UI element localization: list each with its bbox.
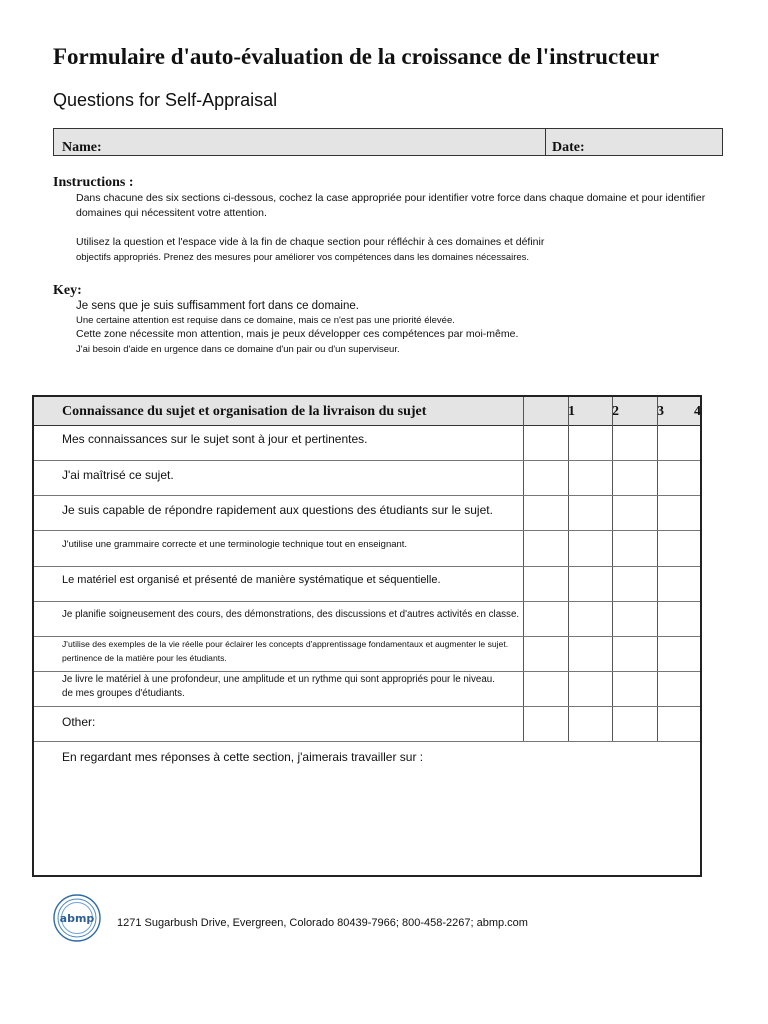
instructions-p2-line1: Utilisez la question et l'espace vide à la fin de chaque section pour réfléchir à ces domaines et définir — [76, 236, 545, 248]
table-row-5: Le matériel est organisé et présenté de manière systématique et séquentielle. — [62, 574, 441, 586]
footer-address: 1271 Sugarbush Drive, Evergreen, Colorado 80439-7966; 800-458-2267; abmp.com — [117, 917, 528, 929]
name-date-bar — [53, 128, 723, 156]
rating-header-3: 3 — [657, 404, 664, 419]
table-header — [34, 397, 700, 426]
key-item-1: Je sens que je suis suffisamment fort dans ce domaine. — [76, 300, 359, 312]
row-divider — [34, 601, 700, 602]
table-row-8-line2: de mes groupes d'étudiants. — [62, 688, 185, 699]
table-row-7-line2: pertinence de la matière pour les étudiants. — [62, 653, 227, 663]
row-divider — [34, 741, 700, 742]
name-date-divider — [545, 129, 546, 155]
row-divider — [34, 530, 700, 531]
key-heading: Key: — [53, 283, 82, 298]
table-row-other: Other: — [62, 715, 96, 729]
column-divider — [612, 397, 613, 741]
instructions-p1-line2: domaines qui nécessitent votre attention. — [76, 207, 267, 219]
rating-header-2: 2 — [612, 404, 619, 419]
table-row-3: Je suis capable de répondre rapidement aux questions des étudiants sur le sujet. — [62, 503, 493, 517]
table-row-4: J'utilise une grammaire correcte et une terminologie technique tout en enseignant. — [62, 539, 408, 550]
row-divider — [34, 671, 700, 672]
key-item-4: J'ai besoin d'aide en urgence dans ce domaine d'un pair ou d'un superviseur. — [76, 344, 400, 355]
key-item-2: Une certaine attention est requise dans ce domaine, mais ce n'est pas une priorité élevée. — [76, 315, 455, 326]
table-section-title: Connaissance du sujet et organisation de la livraison du sujet — [62, 404, 427, 419]
column-divider — [523, 397, 524, 741]
row-divider — [34, 566, 700, 567]
reflection-prompt: En regardant mes réponses à cette section, j'aimerais travailler sur : — [62, 750, 424, 764]
column-divider — [657, 397, 658, 741]
page-subtitle: Questions for Self-Appraisal — [53, 90, 278, 110]
instructions-p2-line2: objectifs appropriés. Prenez des mesures pour améliorer vos compétences dans les domaines nécessaires. — [76, 252, 530, 263]
row-divider — [34, 706, 700, 707]
abmp-logo-icon — [52, 893, 102, 943]
table-row-8: Je livre le matériel à une profondeur, une amplitude et un rythme qui sont appropriés pour le niveau. — [62, 674, 495, 685]
svg-text:abmp: abmp — [59, 912, 95, 925]
instructions-p1-line1: Dans chacune des six sections ci-dessous, cochez la case appropriée pour identifier votre force dans chaque domaine et pour identifier — [76, 192, 706, 204]
abmp-logo — [52, 893, 102, 948]
row-divider — [34, 636, 700, 637]
rating-header-4: 4 — [694, 404, 701, 419]
table-row-2: J'ai maîtrisé ce sujet. — [62, 468, 174, 482]
column-divider — [568, 397, 569, 741]
table-row-7: J'utilise des exemples de la vie réelle pour éclairer les concepts d'apprentissage fondamentaux et augmenter le sujet. — [62, 639, 509, 649]
rating-header-1: 1 — [568, 404, 575, 419]
table-row-1: Mes connaissances sur le sujet sont à jour et pertinentes. — [62, 432, 368, 446]
row-divider — [34, 460, 700, 461]
name-label: Name: — [62, 140, 102, 155]
key-item-3: Cette zone nécessite mon attention, mais je peux développer ces compétences par moi-même. — [76, 328, 519, 340]
self-appraisal-table — [32, 395, 702, 877]
table-row-6: Je planifie soigneusement des cours, des démonstrations, des discussions et d'autres activités en classe. — [62, 609, 520, 620]
instructions-heading: Instructions : — [53, 175, 134, 190]
date-label: Date: — [552, 140, 585, 155]
page-title: Formulaire d'auto-évaluation de la croissance de l'instructeur — [53, 44, 660, 69]
row-divider — [34, 495, 700, 496]
